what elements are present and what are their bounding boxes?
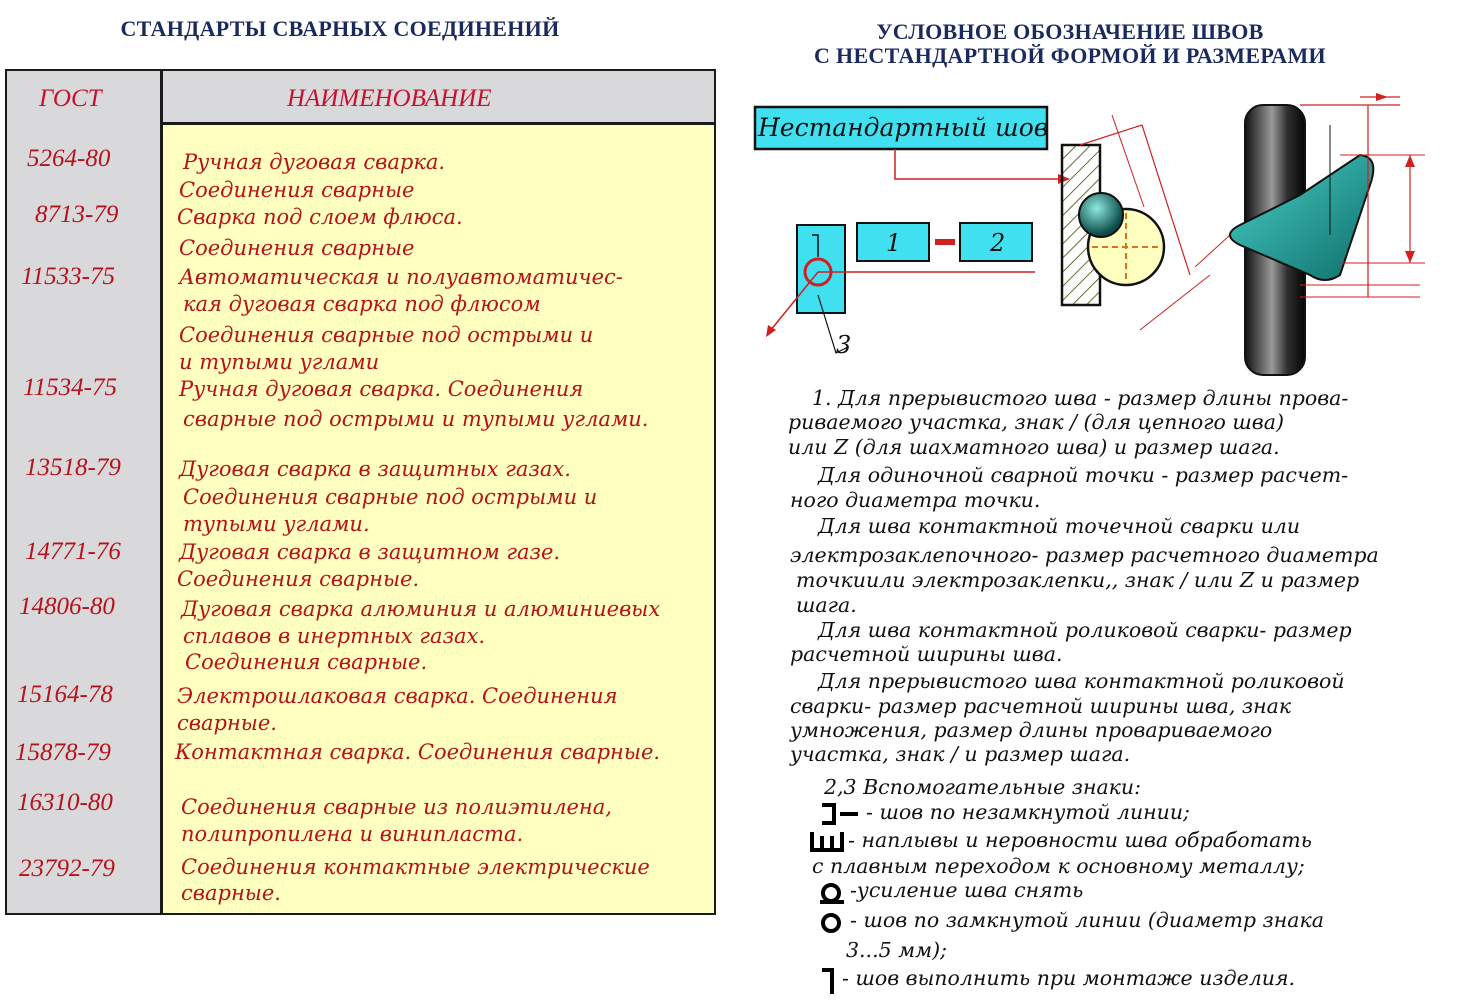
- name-line: Соединения сварные из полиэтилена,: [181, 795, 612, 819]
- note-line: умножения, размер длины провариваемого: [790, 718, 1273, 742]
- field-weld-symbol-icon: [818, 966, 844, 996]
- right-title: [770, 20, 1370, 68]
- name-line: Соединения сварные.: [185, 650, 428, 674]
- gost-number: 23792-79: [19, 855, 115, 882]
- name-line: Электрошлаковая сварка. Соединения: [177, 684, 618, 708]
- note-line: 2,3 Вспомогательные знаки:: [824, 775, 1142, 799]
- gost-number: 15878-79: [15, 739, 111, 766]
- note-line: 3...5 мм);: [846, 938, 948, 962]
- note-line: с плавным переходом к основному металлу;: [812, 854, 1305, 878]
- name-line: сварные.: [177, 711, 277, 735]
- name-line: и тупыми углами: [179, 350, 380, 374]
- name-line: Дуговая сварка в защитных газах.: [179, 457, 571, 481]
- box-2-text: 2: [990, 229, 1006, 257]
- gost-number: 11534-75: [23, 374, 117, 401]
- name-line: Ручная дуговая сварка.: [183, 150, 446, 174]
- plate-weld-figure: [1062, 115, 1230, 330]
- gost-number: 16310-80: [17, 789, 113, 816]
- gost-column: [7, 71, 163, 913]
- note-line: точкиили электрозаклепки,, знак / или Z и размер: [796, 568, 1360, 592]
- name-line: Дуговая сварка в защитном газе.: [179, 540, 561, 564]
- note-line: - шов по незамкнутой линии;: [866, 800, 1190, 824]
- gost-number: 8713-79: [35, 201, 119, 228]
- name-line: Автоматическая и полуавтоматичес-: [179, 265, 623, 289]
- note-line: 1. Для прерывистого шва - размер длины прова-: [812, 386, 1349, 410]
- gost-number: 11533-75: [21, 263, 115, 290]
- name-line: Соединения сварные: [179, 178, 415, 202]
- weld-designation-diagram: [740, 85, 1440, 385]
- name-line: Сварка под слоем флюса.: [177, 205, 463, 229]
- name-line: сварные под острыми и тупыми углами.: [183, 407, 649, 431]
- note-line: электрозаклепочного- размер расчетного диаметра: [790, 543, 1379, 567]
- note-line: Для одиночной сварной точки - размер расчет-: [818, 463, 1349, 487]
- gost-number: 14771-76: [25, 538, 121, 565]
- remove-reinforcement-symbol-icon: [818, 880, 848, 906]
- name-line: кая дуговая сварка под флюсом: [183, 292, 541, 316]
- left-title: СТАНДАРТЫ СВАРНЫХ СОЕДИНЕНИЙ: [120, 16, 560, 41]
- right-title-line-2: С НЕСТАНДАРТНОЙ ФОРМОЙ И РАЗМЕРАМИ: [814, 43, 1326, 68]
- note-line: или Z (для шахматного шва) и размер шага.: [788, 435, 1280, 459]
- standards-table: [5, 69, 716, 915]
- note-line: ного диаметра точки.: [790, 488, 1041, 512]
- note-line: шага.: [796, 593, 857, 617]
- name-line: Соединения контактные электрические: [181, 855, 650, 879]
- name-line: сплавов в инертных газах.: [183, 624, 486, 648]
- smooth-transition-symbol-icon: [808, 828, 848, 854]
- note-line: Для прерывистого шва контактной роликовой: [818, 669, 1345, 693]
- rod-weld-figure: [1230, 93, 1425, 375]
- note-line: - шов выполнить при монтаже изделия.: [842, 966, 1296, 990]
- name-line: Дуговая сварка алюминия и алюминиевых: [181, 597, 661, 621]
- nonstandard-weld-label: [755, 107, 1048, 149]
- callout-3-text: 3: [836, 331, 852, 359]
- note-line: расчетной ширины шва.: [790, 642, 1063, 666]
- note-line: сварки- размер расчетной ширины шва, знак: [790, 694, 1292, 718]
- weld-reference-symbol: [766, 223, 1035, 359]
- gost-number: 13518-79: [25, 454, 121, 481]
- note-line: участка, знак / и размер шага.: [790, 742, 1131, 766]
- gost-number: 5264-80: [27, 145, 111, 172]
- open-line-symbol-icon: [818, 802, 864, 826]
- name-header: НАИМЕНОВАНИЕ: [287, 85, 492, 112]
- name-line: полипропилена и винипласта.: [181, 822, 524, 846]
- name-line: Ручная дуговая сварка. Соединения: [179, 377, 584, 401]
- gost-number: 14806-80: [19, 593, 115, 620]
- right-title-line-1: УСЛОВНОЕ ОБОЗНАЧЕНИЕ ШВОВ: [876, 19, 1264, 44]
- name-line: Соединения сварные: [179, 236, 415, 260]
- gost-header: ГОСТ: [39, 85, 102, 112]
- note-line: Для шва контактной точечной сварки или: [818, 514, 1301, 538]
- note-line: риваемого участка, знак / (для цепного шва): [788, 410, 1284, 434]
- box-1-text: 1: [886, 229, 902, 257]
- note-line: - наплывы и неровности шва обработать: [848, 828, 1312, 852]
- gost-number: 15164-78: [17, 681, 113, 708]
- label-leader-line: [895, 149, 1058, 179]
- name-line: Соединения сварные под острыми и: [179, 323, 594, 347]
- name-line: Контактная сварка. Соединения сварные.: [175, 740, 661, 764]
- name-line: Соединения сварные.: [177, 567, 420, 591]
- name-line: тупыми углами.: [183, 512, 370, 536]
- label-box-text: Нестандартный шов: [758, 113, 1049, 142]
- note-line: - шов по замкнутой линии (диаметр знака: [850, 908, 1324, 932]
- name-line: сварные.: [181, 881, 281, 905]
- closed-line-symbol-icon: [818, 910, 846, 936]
- note-line: Для шва контактной роликовой сварки- размер: [818, 618, 1352, 642]
- note-line: -усиление шва снять: [850, 878, 1084, 902]
- name-line: Соединения сварные под острыми и: [183, 485, 598, 509]
